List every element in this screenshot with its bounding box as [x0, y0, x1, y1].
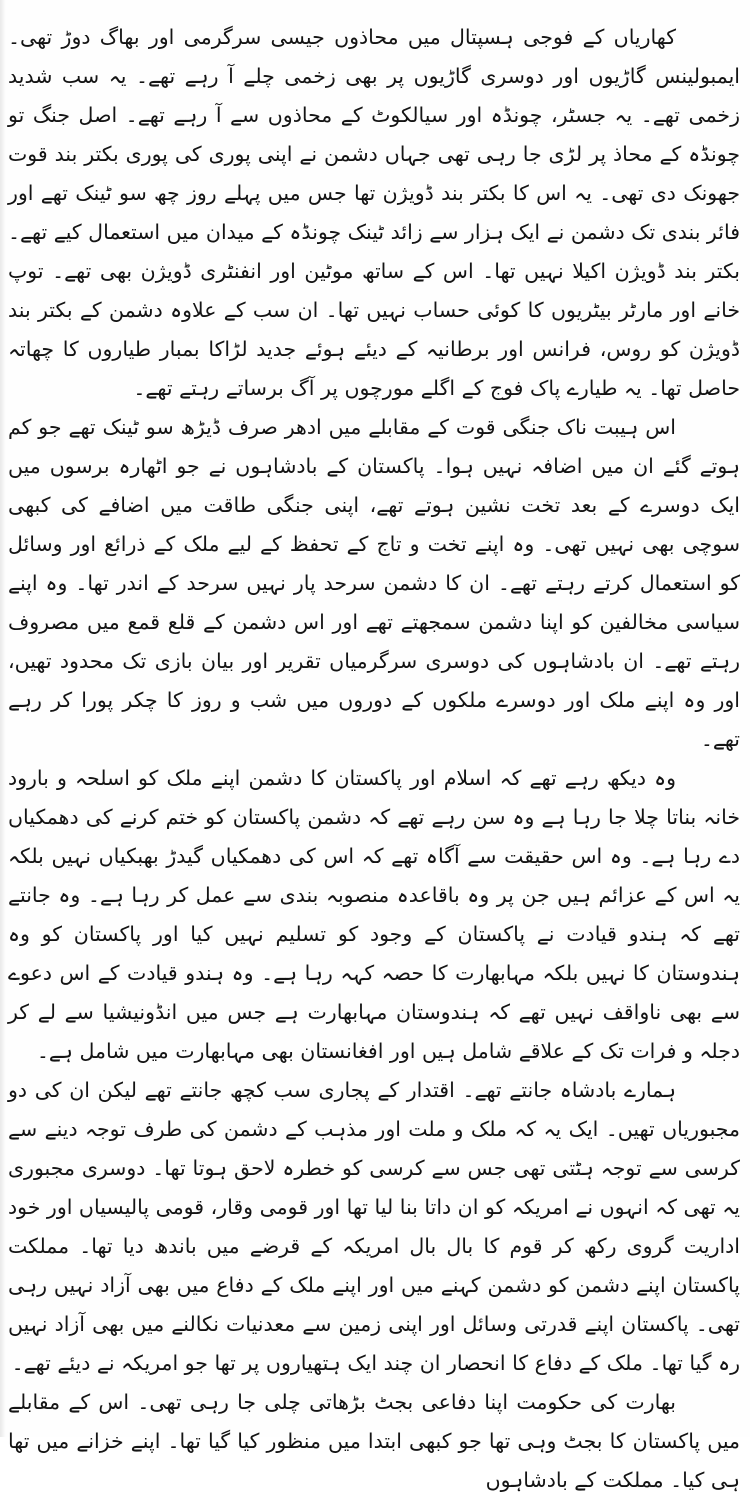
paragraph-3: وہ دیکھ رہے تھے کہ اسلام اور پاکستان کا دشمن اپنے ملک کو اسلحہ و بارود خانہ بناتا چلا جا رہا ہے وہ سن رہے تھے کہ دشمن پاکستان کو ختم کرنے کی دھمکیاں دے رہا ہے۔ وہ اس حقیقت سے آگاہ تھے کہ اس کی دھمکیاں گیدڑ بھبکیاں نہیں بلکہ یہ اس کے عزائم ہیں جن پر وہ باقاعدہ منصوبہ بندی سے عمل کر رہا ہے۔ وہ جانتے تھے کہ ہندو قیادت نے پاکستان کے وجود کو تسلیم نہیں کیا اور پاکستان کو وہ ہندوستان کا نہیں بلکہ مہابھارت کا حصہ کہہ رہا ہے۔ وہ ہندو قیادت کے اس دعوے سے بھی ناواقف نہیں تھے کہ ہندوستان مہابھارت ہے جس میں انڈونیشیا سے لے کر دجلہ و فرات تک کے علاقے شامل ہیں اور افغانستان بھی مہابھارت میں شامل ہے۔ [8, 766, 740, 1063]
page-edge-shadow [0, 0, 6, 1437]
paragraph-5: بھارت کی حکومت اپنا دفاعی بجٹ بڑھاتی چلی جا رہی تھی۔ اس کے مقابلے میں پاکستان کا بجٹ وہی تھا جو کبھی ابتدا میں منظور کیا گیا تھا۔ اپنے خزانے میں تھا ہی کیا۔ مملکت کے بادشاہوں [8, 1390, 740, 1492]
paragraph-1: کھاریاں کے فوجی ہسپتال میں محاذوں جیسی سرگرمی اور بھاگ دوڑ تھی۔ ایمبولینس گاڑیوں اور دوسری گاڑیوں پر بھی زخمی چلے آ رہے تھے۔ یہ سب شدید زخمی تھے۔ یہ جسٹر، چونڈہ اور سیالکوٹ کے محاذوں سے آ رہے تھے۔ اصل جنگ تو چونڈہ کے محاذ پر لڑی جا رہی تھی جہاں دشمن نے اپنی پوری کی پوری بکتر بند قوت جھونک دی تھی۔ یہ اس کا بکتر بند ڈویژن تھا جس میں پہلے روز چھ سو ٹینک تھے اور فائر بندی تک دشمن نے ایک ہزار سے زائد ٹینک چونڈہ کے میدان میں استعمال کیے تھے۔ بکتر بند ڈویژن اکیلا نہیں تھا۔ اس کے ساتھ موٹین اور انفنٹری ڈویژن بھی تھے۔ توپ خانے اور مارٹر بیٹریوں کا کوئی حساب نہیں تھا۔ ان سب کے علاوہ دشمن کے بکتر بند ڈویژن کو روس، فرانس اور برطانیہ کے دیئے ہوئے جدید لڑاکا بمبار طیاروں کا چھاتہ حاصل تھا۔ یہ طیارے پاک فوج کے اگلے مورچوں پر آگ برساتے رہتے تھے۔ [8, 25, 740, 400]
paragraph-2: اس ہیبت ناک جنگی قوت کے مقابلے میں ادھر صرف ڈیڑھ سو ٹینک تھے جو کم ہوتے گئے ان میں اضافہ نہیں ہوا۔ پاکستان کے بادشاہوں نے جو اٹھارہ برسوں میں ایک دوسرے کے بعد تخت نشین ہوتے تھے، اپنی جنگی طاقت میں اضافے کی کبھی سوچی بھی نہیں تھی۔ وہ اپنے تخت و تاج کے تحفظ کے لیے ملک کے ذرائع اور وسائل کو استعمال کرتے رہتے تھے۔ ان کا دشمن سرحد پار نہیں سرحد کے اندر تھا۔ وہ اپنے سیاسی مخالفین کو اپنا دشمن سمجھتے تھے اور اس دشمن کے قلع قمع میں مصروف رہتے تھے۔ ان بادشاہوں کی دوسری سرگرمیاں تقریر اور بیان بازی تک محدود تھیں، اور وہ اپنے ملک اور دوسرے ملکوں کے دوروں میں شب و روز کا چکر پورا کر رہے تھے۔ [8, 415, 740, 751]
paragraph-4: ہمارے بادشاہ جانتے تھے۔ اقتدار کے پجاری سب کچھ جانتے تھے لیکن ان کی دو مجبوریاں تھیں۔ ایک یہ کہ ملک و ملت اور مذہب کے دشمن کی طرف توجہ دینے سے کرسی سے توجہ ہٹتی تھی جس سے کرسی کو خطرہ لاحق ہوتا تھا۔ دوسری مجبوری یہ تھی کہ انہوں نے امریکہ کو ان داتا بنا لیا تھا اور قومی وقار، قومی پالیسیاں اور خود اداریت گروی رکھ کر قوم کا بال بال امریکہ کے قرضے میں باندھ دیا تھا۔ مملکت پاکستان اپنے دشمن کو دشمن کہنے میں اور اپنے ملک کے دفاع میں بھی آزاد نہیں رہی تھی۔ پاکستان اپنے قدرتی وسائل اور اپنی زمین سے معدنیات نکالنے میں بھی آزاد نہیں رہ گیا تھا۔ ملک کے دفاع کا انحصار ان چند ایک ہتھیاروں پر تھا جو امریکہ نے دیئے تھے۔ [8, 1078, 740, 1375]
urdu-text-body [8, 18, 740, 1500]
